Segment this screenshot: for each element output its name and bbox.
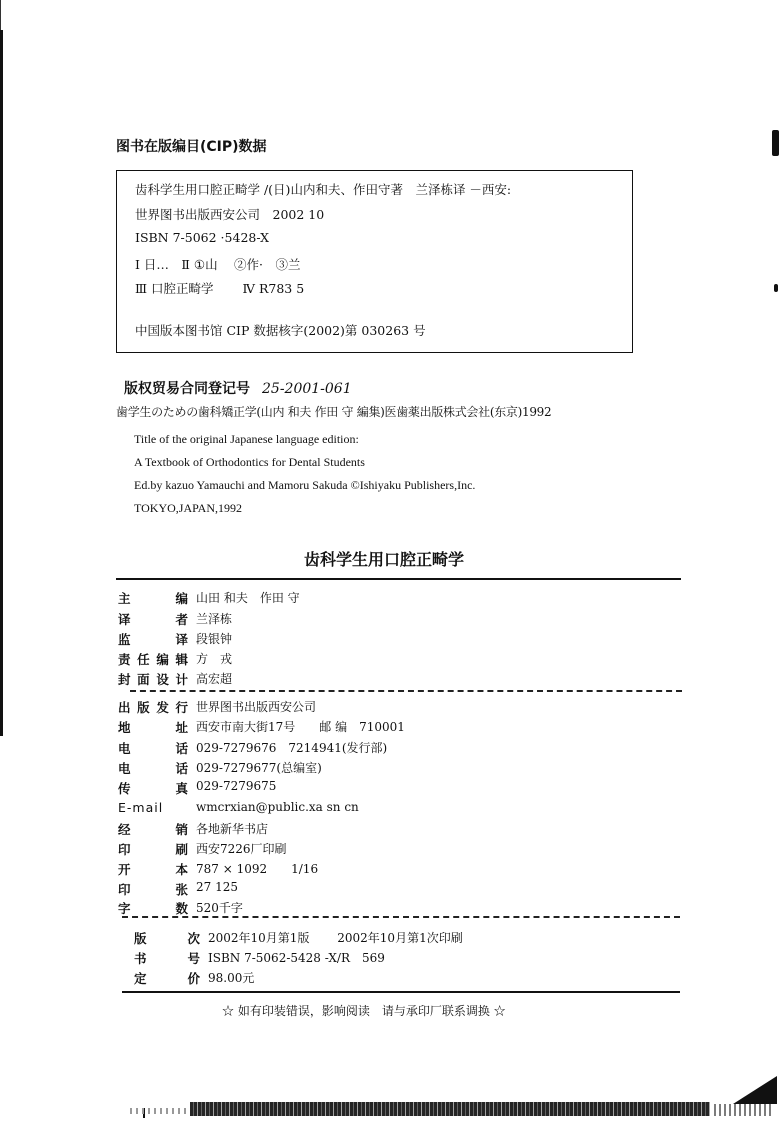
book-title: 齿科学生用口腔正畸学 [304,550,465,569]
cip-line: Ⅰ 日… Ⅱ ①山 ②作· ③兰 [135,257,301,272]
publication-row [118,698,316,716]
credit-value: 兰泽栋 [196,612,233,626]
publication-label: 出版发行 [118,700,188,715]
credit-row [118,589,300,607]
credit-row [118,670,232,688]
publication-value: 787 × 1092 1/16 [196,862,319,876]
publication-value: 520千字 [196,901,243,915]
credit-value: 山田 和夫 作田 守 [196,591,300,605]
edition-label: 书 号 [134,951,200,966]
publication-row [118,779,276,797]
dashed-divider [130,690,682,692]
publication-value: 029-7279677(总编室) [196,761,322,775]
cip-line: 齿科学生用口腔正畸学 /(日)山内和夫、作田守著 兰泽栋译 －西安: [135,182,512,197]
publication-value: 029-7279676 7214941(发行部) [196,741,388,755]
cip-line: Ⅲ 口腔正畸学 Ⅳ R783 5 [135,281,305,296]
publication-value: 各地新华书店 [196,822,269,836]
original-english-line: TOKYO,JAPAN,1992 [134,501,243,515]
copyright-registration [124,378,352,398]
edition-label: 版 次 [134,931,200,946]
publication-row [118,739,387,757]
edition-value: 2002年10月第1版 2002年10月第1次印刷 [208,931,463,945]
publication-label: 字 数 [118,901,188,916]
credit-row [118,610,232,628]
scan-noise [714,1104,774,1116]
page-binding-edge [0,30,3,736]
publication-label: 地 址 [118,720,188,735]
divider [116,578,681,580]
edition-row [134,969,254,987]
footer-note: ☆ 如有印装错误，影响阅读 请与承印厂联系调换 ☆ [222,1004,506,1018]
scan-noise [190,1102,710,1116]
publication-value: 西安7226厂印刷 [196,842,287,856]
edition-row [134,929,463,947]
publication-label: 经 销 [118,822,188,837]
credit-value: 高宏超 [196,672,233,686]
publication-row [118,820,268,838]
edition-label: 定 价 [134,971,200,986]
publication-label: 印 张 [118,882,188,897]
credit-row [118,630,232,648]
scan-edge-mark [772,130,779,156]
credit-label: 监 译 [118,632,188,647]
publication-label: 电 话 [118,761,188,776]
credit-value: 方 戎 [196,652,233,666]
credit-label: 责任编辑 [118,652,188,667]
publication-label: 电 话 [118,741,188,756]
registration-number: 25-2001-061 [262,381,352,397]
credit-label: 封面设计 [118,672,188,687]
publication-row [118,759,322,777]
cip-approval-line: 中国版本图书馆 CIP 数据核字(2002)第 030263 号 [135,323,426,338]
isbn-value: ISBN 7-5062-5428 -X/R 569 [208,951,385,965]
cip-heading: 图书在版编目(CIP)数据 [116,139,267,155]
edition-row [134,949,385,967]
scan-noise [130,1108,190,1114]
scan-edge-mark [774,284,778,292]
credit-row [118,650,232,668]
page-edge-line [0,0,1,30]
publication-row [118,800,359,815]
publication-label: 传 真 [118,781,188,796]
email-value: wmcrxian@public.xa sn cn [196,800,359,814]
publication-value: 029-7279675 [196,779,277,793]
original-english-line: Ed.by kazuo Yamauchi and Mamoru Sakuda ©Ishiyaku Publishers,Inc. [134,478,476,492]
publication-label: 开 本 [118,862,188,877]
dashed-divider [122,916,680,918]
cip-line: 世界图书出版西安公司 2002 10 [135,207,325,222]
publication-label: E-mail [118,800,164,815]
publication-row [118,718,405,736]
publication-value: 世界图书出版西安公司 [196,700,317,714]
registration-label: 版权贸易合同登记号 [124,381,250,397]
credit-value: 段银钟 [196,632,233,646]
publication-row [118,880,238,898]
publication-label: 印 刷 [118,842,188,857]
price-value: 98.00元 [208,971,255,985]
page-corner-fold [733,1076,777,1104]
divider [122,991,680,993]
publication-row [118,840,287,858]
publication-row [118,860,318,878]
original-english-line: Title of the original Japanese language edition: [134,432,359,446]
cip-line: ISBN 7-5062 ·5428-X [135,230,270,245]
credit-label: 主 编 [118,591,188,606]
publication-value: 27 125 [196,880,238,894]
original-japanese-title: 歯学生のための歯科矯正学(山内 和夫 作田 守 編集)医歯薬出版株式会社(东京)1992 [116,405,552,419]
publication-value: 西安市南大街17号 邮 编 710001 [196,720,405,734]
publication-row [118,899,243,917]
original-english-line: A Textbook of Orthodontics for Dental Students [134,455,365,469]
credit-label: 译 者 [118,612,188,627]
